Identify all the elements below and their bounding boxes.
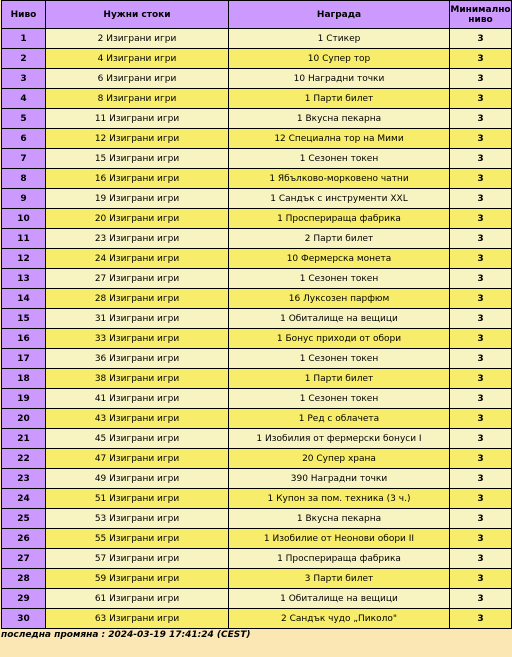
cell-reward: 16 Луксозен парфюм: [229, 289, 450, 309]
table-row: [2, 109, 512, 129]
cell-reward: 1 Изобилие от Неонови обори II: [229, 529, 450, 549]
cell-level: 10: [2, 209, 46, 229]
cell-min-level: 3: [450, 189, 512, 209]
cell-min-level: 3: [450, 529, 512, 549]
table-row: [2, 469, 512, 489]
cell-reward: 1 Бонус приходи от обори: [229, 329, 450, 349]
cell-reward: 1 Обиталище на вещици: [229, 309, 450, 329]
cell-min-level: 3: [450, 349, 512, 369]
cell-required: 38 Изиграни игри: [46, 369, 229, 389]
table-row: [2, 369, 512, 389]
cell-required: 33 Изиграни игри: [46, 329, 229, 349]
table-row: [2, 589, 512, 609]
cell-required: 63 Изиграни игри: [46, 609, 229, 629]
cell-min-level: 3: [450, 409, 512, 429]
table-row: [2, 89, 512, 109]
table-row: [2, 349, 512, 369]
rewards-table: [1, 0, 512, 629]
cell-level: 26: [2, 529, 46, 549]
cell-level: 2: [2, 49, 46, 69]
cell-reward: 1 Изобилия от фермерски бонуси I: [229, 429, 450, 449]
cell-level: 20: [2, 409, 46, 429]
cell-reward: 2 Сандък чудо „Пиколо": [229, 609, 450, 629]
cell-reward: 2 Парти билет: [229, 229, 450, 249]
cell-min-level: 3: [450, 569, 512, 589]
table-row: [2, 69, 512, 89]
cell-level: 4: [2, 89, 46, 109]
cell-required: 2 Изиграни игри: [46, 29, 229, 49]
cell-min-level: 3: [450, 489, 512, 509]
table-row: [2, 209, 512, 229]
cell-reward: 3 Парти билет: [229, 569, 450, 589]
cell-reward: 1 Купон за пом. техника (3 ч.): [229, 489, 450, 509]
table-row: [2, 529, 512, 549]
cell-min-level: 3: [450, 469, 512, 489]
cell-required: 19 Изиграни игри: [46, 189, 229, 209]
table-row: [2, 169, 512, 189]
cell-reward: 1 Парти билет: [229, 89, 450, 109]
cell-level: 13: [2, 269, 46, 289]
cell-required: 57 Изиграни игри: [46, 549, 229, 569]
table-row: [2, 449, 512, 469]
table-row: [2, 509, 512, 529]
cell-level: 6: [2, 129, 46, 149]
cell-min-level: 3: [450, 149, 512, 169]
cell-min-level: 3: [450, 429, 512, 449]
cell-level: 12: [2, 249, 46, 269]
cell-level: 29: [2, 589, 46, 609]
cell-min-level: 3: [450, 449, 512, 469]
cell-reward: 12 Специална тор на Мими: [229, 129, 450, 149]
cell-reward: 1 Ябълково-морковено чатни: [229, 169, 450, 189]
cell-level: 19: [2, 389, 46, 409]
table-row: [2, 329, 512, 349]
cell-min-level: 3: [450, 329, 512, 349]
header-level: Ниво: [2, 1, 46, 29]
table-header-row: [2, 1, 512, 29]
cell-level: 1: [2, 29, 46, 49]
cell-min-level: 3: [450, 129, 512, 149]
table-row: [2, 389, 512, 409]
cell-min-level: 3: [450, 509, 512, 529]
cell-required: 43 Изиграни игри: [46, 409, 229, 429]
table-row: [2, 289, 512, 309]
cell-level: 16: [2, 329, 46, 349]
cell-min-level: 3: [450, 369, 512, 389]
cell-required: 51 Изиграни игри: [46, 489, 229, 509]
cell-reward: 10 Супер тор: [229, 49, 450, 69]
cell-level: 18: [2, 369, 46, 389]
cell-level: 22: [2, 449, 46, 469]
table-body: [2, 29, 512, 629]
cell-required: 49 Изиграни игри: [46, 469, 229, 489]
cell-required: 15 Изиграни игри: [46, 149, 229, 169]
cell-min-level: 3: [450, 289, 512, 309]
cell-level: 15: [2, 309, 46, 329]
cell-required: 59 Изиграни игри: [46, 569, 229, 589]
cell-level: 7: [2, 149, 46, 169]
header-min-level-line1: Минимално: [450, 4, 511, 15]
cell-reward: 1 Сезонен токен: [229, 389, 450, 409]
cell-min-level: 3: [450, 169, 512, 189]
cell-level: 17: [2, 349, 46, 369]
table-row: [2, 189, 512, 209]
cell-reward: 1 Сезонен токен: [229, 349, 450, 369]
cell-min-level: 3: [450, 109, 512, 129]
cell-level: 30: [2, 609, 46, 629]
cell-min-level: 3: [450, 229, 512, 249]
cell-level: 5: [2, 109, 46, 129]
cell-required: 4 Изиграни игри: [46, 49, 229, 69]
table-row: [2, 229, 512, 249]
cell-required: 8 Изиграни игри: [46, 89, 229, 109]
cell-reward: 10 Фермерска монета: [229, 249, 450, 269]
cell-reward: 1 Стикер: [229, 29, 450, 49]
header-reward: Награда: [229, 1, 450, 29]
cell-required: 41 Изиграни игри: [46, 389, 229, 409]
cell-required: 20 Изиграни игри: [46, 209, 229, 229]
cell-reward: 390 Наградни точки: [229, 469, 450, 489]
header-required: Нужни стоки: [46, 1, 229, 29]
cell-required: 28 Изиграни игри: [46, 289, 229, 309]
cell-required: 11 Изиграни игри: [46, 109, 229, 129]
cell-required: 47 Изиграни игри: [46, 449, 229, 469]
cell-level: 8: [2, 169, 46, 189]
cell-required: 31 Изиграни игри: [46, 309, 229, 329]
cell-level: 24: [2, 489, 46, 509]
cell-reward: 1 Вкусна пекарна: [229, 109, 450, 129]
cell-min-level: 3: [450, 29, 512, 49]
cell-reward: 1 Просперираща фабрика: [229, 549, 450, 569]
cell-required: 24 Изиграни игри: [46, 249, 229, 269]
cell-level: 25: [2, 509, 46, 529]
cell-min-level: 3: [450, 249, 512, 269]
cell-min-level: 3: [450, 389, 512, 409]
table-row: [2, 489, 512, 509]
table-row: [2, 549, 512, 569]
table-row: [2, 29, 512, 49]
cell-min-level: 3: [450, 589, 512, 609]
cell-level: 14: [2, 289, 46, 309]
cell-min-level: 3: [450, 49, 512, 69]
cell-required: 45 Изиграни игри: [46, 429, 229, 449]
cell-reward: 1 Обиталище на вещици: [229, 589, 450, 609]
header-min-level-line2: ниво: [468, 14, 493, 25]
cell-min-level: 3: [450, 209, 512, 229]
cell-required: 6 Изиграни игри: [46, 69, 229, 89]
cell-min-level: 3: [450, 549, 512, 569]
cell-required: 16 Изиграни игри: [46, 169, 229, 189]
table-row: [2, 249, 512, 269]
cell-required: 23 Изиграни игри: [46, 229, 229, 249]
cell-min-level: 3: [450, 69, 512, 89]
cell-reward: 1 Вкусна пекарна: [229, 509, 450, 529]
table-row: [2, 569, 512, 589]
cell-level: 9: [2, 189, 46, 209]
cell-min-level: 3: [450, 609, 512, 629]
table-row: [2, 49, 512, 69]
table-row: [2, 269, 512, 289]
header-min-level: [450, 1, 512, 29]
table-row: [2, 309, 512, 329]
cell-required: 53 Изиграни игри: [46, 509, 229, 529]
cell-min-level: 3: [450, 89, 512, 109]
table-row: [2, 409, 512, 429]
cell-level: 3: [2, 69, 46, 89]
table-row: [2, 609, 512, 629]
table-row: [2, 149, 512, 169]
cell-reward: 1 Парти билет: [229, 369, 450, 389]
cell-reward: 1 Ред с облачета: [229, 409, 450, 429]
table-row: [2, 129, 512, 149]
cell-min-level: 3: [450, 269, 512, 289]
cell-reward: 1 Просперираща фабрика: [229, 209, 450, 229]
cell-required: 61 Изиграни игри: [46, 589, 229, 609]
cell-reward: 10 Наградни точки: [229, 69, 450, 89]
cell-level: 28: [2, 569, 46, 589]
cell-required: 27 Изиграни игри: [46, 269, 229, 289]
cell-level: 21: [2, 429, 46, 449]
cell-reward: 1 Сезонен токен: [229, 269, 450, 289]
cell-reward: 1 Сандък с инструменти XXL: [229, 189, 450, 209]
cell-level: 23: [2, 469, 46, 489]
cell-reward: 20 Супер храна: [229, 449, 450, 469]
table-row: [2, 429, 512, 449]
cell-required: 36 Изиграни игри: [46, 349, 229, 369]
cell-min-level: 3: [450, 309, 512, 329]
cell-level: 27: [2, 549, 46, 569]
cell-required: 12 Изиграни игри: [46, 129, 229, 149]
last-modified: последна промяна : 2024-03-19 17:41:24 (CEST): [1, 630, 251, 640]
cell-level: 11: [2, 229, 46, 249]
cell-reward: 1 Сезонен токен: [229, 149, 450, 169]
cell-required: 55 Изиграни игри: [46, 529, 229, 549]
